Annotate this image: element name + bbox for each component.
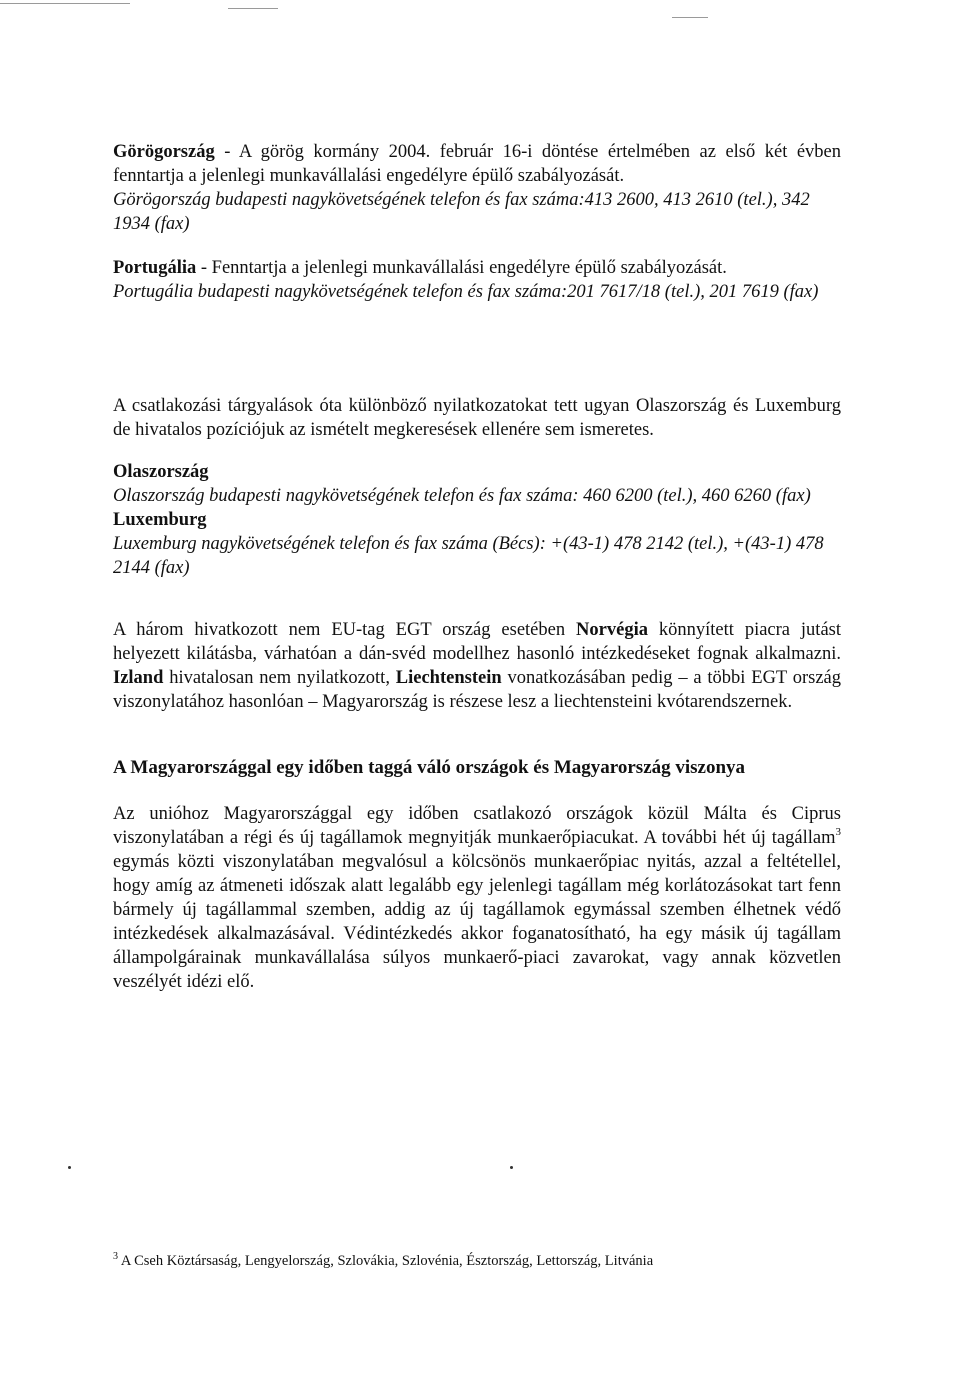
iceland-term: Izland xyxy=(113,668,164,688)
section-heading: A Magyarországgal egy időben taggá váló országok és Magyarország viszonya xyxy=(113,757,746,778)
greece-paragraph: Görögország - A görög kormány 2004. február 16-i döntése értelmében az első két évben fenntartja a jelenlegi munkavállalási engedélyre épülő szabályozását. xyxy=(113,142,842,186)
italy-contact: Olaszország budapesti nagykövetségének telefon és fax száma: 460 6200 (tel.), 460 6260 (fax) xyxy=(113,486,811,506)
portugal-text: Fenntartja a jelenlegi munkavállalási engedélyre épülő szabályozását. xyxy=(211,258,727,278)
norway-term: Norvégia xyxy=(576,620,648,640)
scan-artifact-dot xyxy=(68,1166,71,1169)
eea-paragraph: A három hivatkozott nem EU-tag EGT ország esetében Norvégia könnyített piacra jutást helyezett kilátásba, várhatóan a dán-svéd modellhez hasonló intézkedéseket fognak alkalmazni. Izland hivatalosan nem nyilatkozott, Liechtenstein vonatkozásában pedig – a többi EGT ország viszonylatához hasonlóan – Magyarország is részese lesz a liechtensteini kvótarendszernek. xyxy=(113,620,841,712)
portugal-contact: Portugália budapesti nagykövetségének telefon és fax száma:201 7617/18 (tel.), 201 7619 (fax) xyxy=(113,282,819,302)
scan-artifact-line xyxy=(228,8,278,9)
intro-paragraph: A csatlakozási tárgyalások óta különböző nyilatkozatokat tett ugyan Olaszország és Luxemburg de hivatalos pozíciójuk az ismételt megkeresések ellenére sem ismeretes. xyxy=(113,396,841,440)
section-body xyxy=(113,802,841,994)
greece-heading: Görögország xyxy=(113,142,215,162)
footnote-mark: 3 xyxy=(113,1251,118,1262)
footnote-text: A Cseh Köztársaság, Lengyelország, Szlovákia, Szlovénia, Észtország, Lettország, Litvánia xyxy=(118,1253,654,1269)
portugal-heading: Portugália xyxy=(113,258,197,278)
intro-section xyxy=(113,394,841,442)
luxembourg-contact: Luxemburg nagykövetségének telefon és fax száma (Bécs): +(43-1) 478 2142 (tel.), +(43-1) 478 2144 (fax) xyxy=(113,534,824,578)
luxembourg-heading: Luxemburg xyxy=(113,510,207,530)
scan-artifact-line xyxy=(0,3,130,4)
greece-section xyxy=(113,140,841,236)
portugal-paragraph: Portugália - Fenntartja a jelenlegi munkavállalási engedélyre épülő szabályozását. xyxy=(113,258,727,278)
italy-heading: Olaszország xyxy=(113,462,209,482)
greece-text: A görög kormány 2004. február 16-i döntése értelmében az első két évben fenntartja a jelenlegi munkavállalási engedélyre épülő szabályozását. xyxy=(113,142,842,186)
liechtenstein-term: Liechtenstein xyxy=(395,668,502,688)
scan-artifact-line xyxy=(672,17,708,18)
portugal-section xyxy=(113,256,841,304)
footnote-reference: 3 xyxy=(835,826,841,838)
scan-artifact-dot xyxy=(510,1166,513,1169)
section-heading-block xyxy=(113,756,841,780)
greece-contact: Görögország budapesti nagykövetségének telefon és fax száma:413 2600, 413 2610 (tel.), 342 1934 (fax) xyxy=(113,190,810,234)
italy-luxembourg-section xyxy=(113,460,841,580)
footnote xyxy=(113,1251,653,1271)
section-paragraph: Az unióhoz Magyarországgal egy időben csatlakozó országok közül Málta és Ciprus viszonylatában a régi és új tagállamok megnyitják munkaerőpiacukat. A további hét új tagállam$^3$ egymás közti viszonylatában megvalósul a kölcsönös munkaerőpiac nyitás, azzal a feltétellel, hogy amíg az átmeneti időszak alatt legalább egy jelenlegi tagállam még korlátozásokat tart fenn bármely új tagállammal szemben, addig az új tagállamok egymással szemben élhetnek védő intézkedések alkalmazásával. Védintézkedés akkor foganatosítható, ha egy másik új tagállam állampolgárainak munkavállalása súlyos munkaerő-piaci zavarokat, vagy annak közvetlen veszélyét idézi elő. xyxy=(113,804,841,992)
eea-section xyxy=(113,618,841,714)
